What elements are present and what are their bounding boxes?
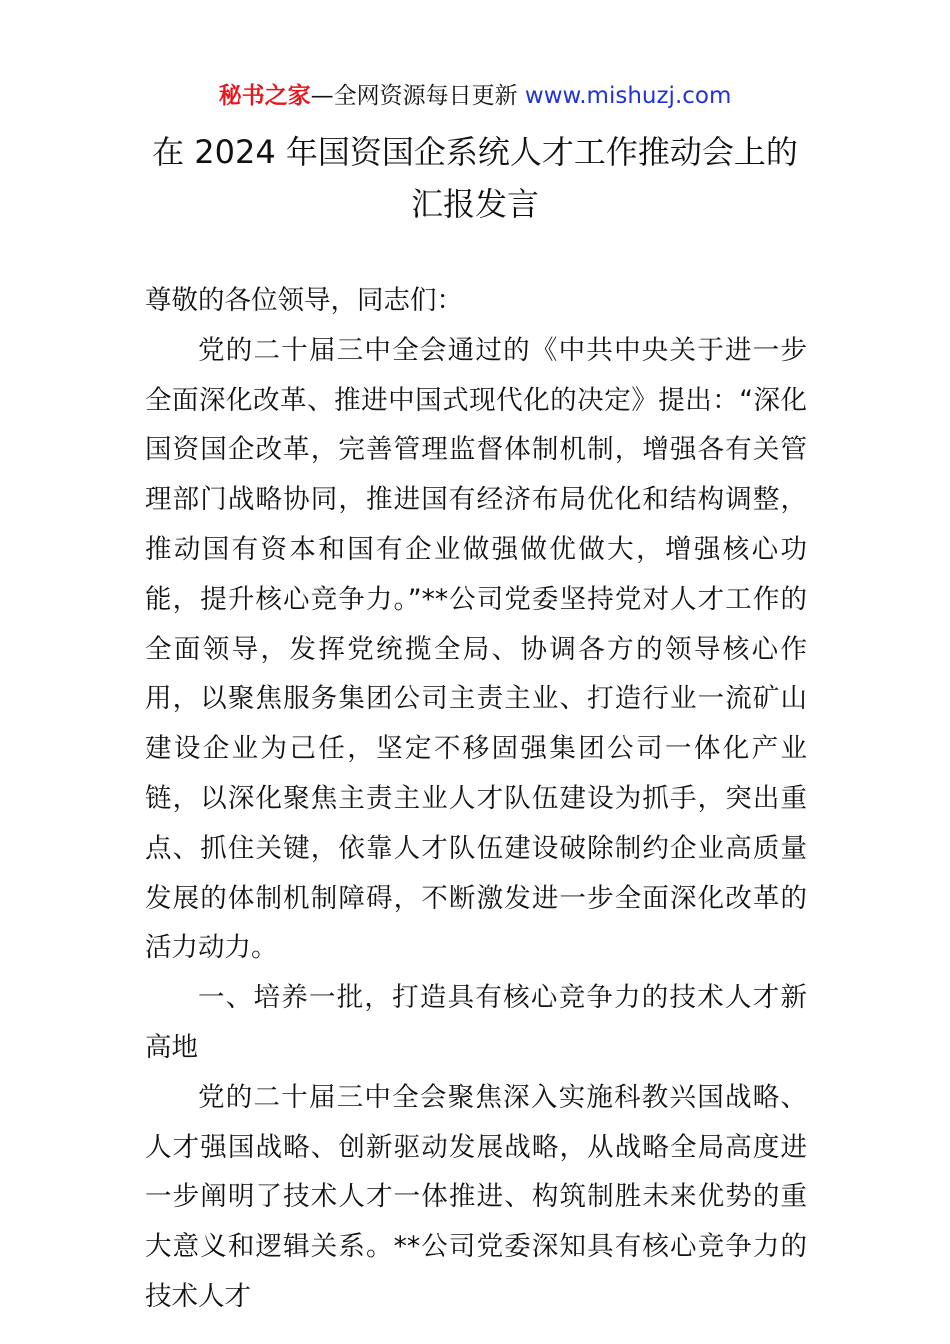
document-body <box>145 276 807 1322</box>
paragraph-section-1: 党的二十届三中全会聚焦深入实施科教兴国战略、人才强国战略、创新驱动发展战略，从战略全局高度进一步阐明了技术人才一体推进、构筑制胜未来优势的重大意义和逻辑关系。**公司党委深知具有核心竞争力的技术人才 <box>145 1081 807 1312</box>
title-line-1: 在 2024 年国资国企系统人才工作推动会上的 <box>152 133 798 171</box>
salutation: 尊敬的各位领导，同志们： <box>145 285 463 316</box>
site-banner <box>0 80 950 112</box>
site-url-link[interactable]: www.mishuzj.com <box>524 83 732 109</box>
title-line-2: 汇报发言 <box>410 185 539 223</box>
section-heading-1: 一、培养一批，打造具有核心竞争力的技术人才新高地 <box>145 982 807 1063</box>
brand-name: 秘书之家 <box>218 83 311 109</box>
banner-tagline: —全网资源每日更新 <box>310 83 525 109</box>
paragraph-intro: 党的二十届三中全会通过的《中共中央关于进一步全面深化改革、推进中国式现代化的决定》提出：“深化国资国企改革，完善管理监督体制机制，增强各有关管理部门战略协同，推进国有经济布局优化和结构调整，推动国有资本和国有企业做强做优做大，增强核心功能，提升核心竞争力。”**公司党委坚持党对人才工作的全面领导，发挥党统揽全局、协调各方的领导核心作用，以聚焦服务集团公司主责主业、打造行业一流矿山建设企业为己任，坚定不移固强集团公司一体化产业链，以深化聚焦主责主业人才队伍建设为抓手，突出重点、抓住关键，依靠人才队伍建设破除制约企业高质量发展的体制机制障碍，不断激发进一步全面深化改革的活力动力。 <box>145 334 807 964</box>
document-title <box>0 126 950 230</box>
